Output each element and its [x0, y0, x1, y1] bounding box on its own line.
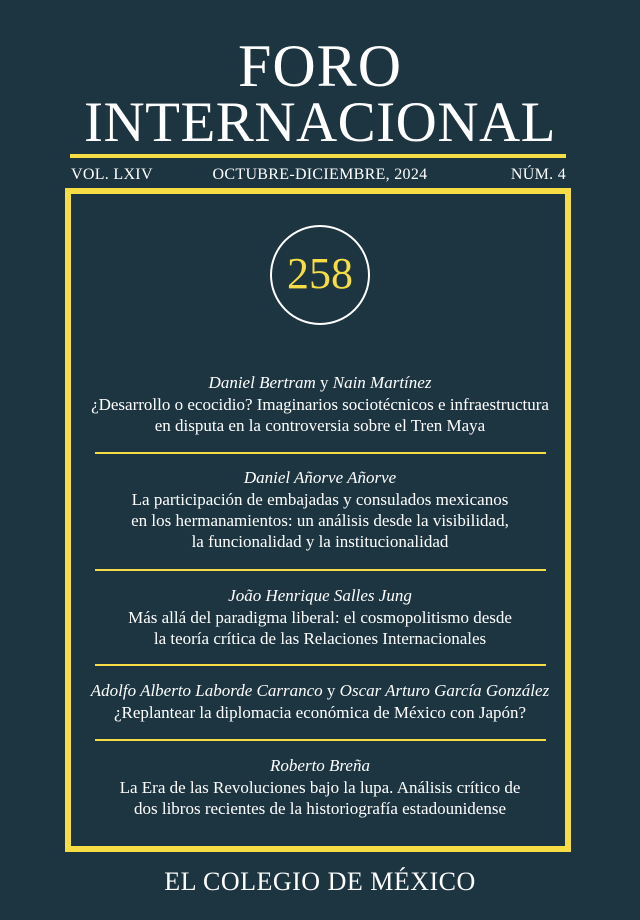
article-1-connector: y	[315, 373, 333, 392]
article-4-author-1: Adolfo Alberto Laborde Carranco	[90, 681, 323, 700]
article-3-title	[80, 607, 560, 649]
publisher-name: EL COLEGIO DE MÉXICO	[164, 867, 476, 896]
article-2-title	[80, 489, 560, 552]
article-4-title-line: ¿Replantear la diplomacia económica de México con Japón?	[113, 703, 527, 722]
article-3-title-line: la teoría crítica de las Relaciones Internacionales	[153, 629, 487, 648]
journal-title-line-2: INTERNACIONAL	[84, 91, 556, 154]
article-3-author-1: João Henrique Salles Jung	[228, 586, 412, 605]
article-divider	[95, 739, 546, 741]
article-4-title	[80, 702, 560, 723]
article-2-title-line: La participación de embajadas y consulados mexicanos	[131, 490, 509, 509]
article-divider	[95, 569, 546, 571]
article-5-author-1: Roberto Breña	[270, 756, 370, 775]
article-5-title	[80, 777, 560, 819]
article-1-title-line: ¿Desarrollo o ecocidio? Imaginarios sociotécnicos e infraestructura	[91, 395, 549, 414]
article-1	[80, 372, 560, 436]
article-divider	[95, 452, 546, 454]
article-3	[80, 585, 560, 649]
article-1-title-line: en disputa en la controversia sobre el Tren Maya	[154, 416, 486, 435]
article-5	[80, 755, 560, 819]
issue-number-label: NÚM. 4	[510, 166, 566, 183]
article-5-title-line: dos libros recientes de la historiografía estadounidense	[134, 799, 506, 818]
article-3-authors	[80, 585, 560, 606]
article-4-connector: y	[322, 681, 340, 700]
article-1-author-2: Nain Martínez	[332, 373, 432, 392]
article-4-authors	[80, 680, 560, 701]
article-2-title-line: la funcionalidad y la institucionalidad	[191, 532, 449, 551]
article-1-authors	[80, 372, 560, 393]
article-5-title-line: La Era de las Revoluciones bajo la lupa. Análisis crítico de	[119, 778, 521, 797]
issue-number-badge: 258	[270, 225, 370, 325]
article-4-author-2: Oscar Arturo García González	[339, 681, 550, 700]
issue-period: OCTUBRE-DICIEMBRE, 2024	[212, 166, 428, 183]
article-2-title-line: en los hermanamientos: un análisis desde la visibilidad,	[131, 511, 509, 530]
volume-label: VOL. LXIV	[71, 166, 153, 183]
header-rule	[70, 154, 566, 158]
article-2-authors	[80, 467, 560, 488]
article-3-title-line: Más allá del paradigma liberal: el cosmopolitismo desde	[128, 608, 512, 627]
article-1-author-1: Daniel Bertram	[208, 373, 316, 392]
article-2-author-1: Daniel Añorve Añorve	[243, 468, 397, 487]
article-5-authors	[80, 755, 560, 776]
article-1-title	[80, 394, 560, 436]
article-4	[80, 680, 560, 723]
journal-title-line-1: FORO	[237, 33, 403, 99]
article-2	[80, 467, 560, 552]
article-divider	[95, 664, 546, 666]
